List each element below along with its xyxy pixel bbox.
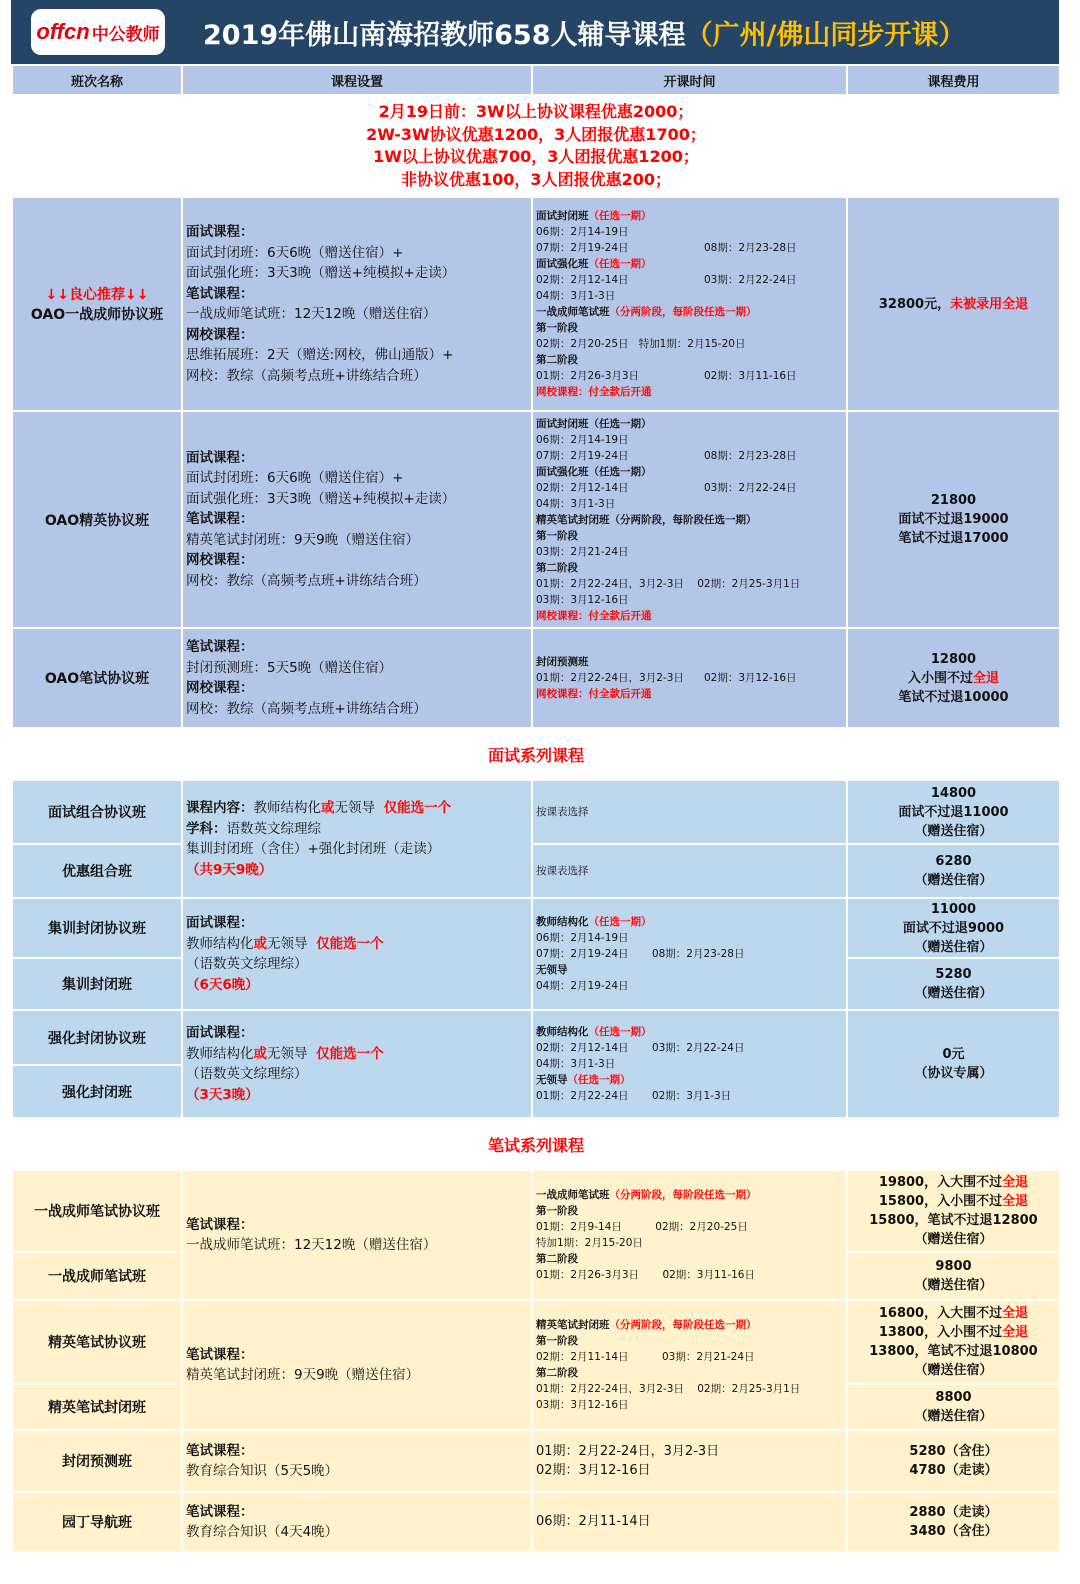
- time-heading-note: （分两阶段，每阶段任选一期）: [609, 1189, 757, 1201]
- time-cell: [532, 1010, 847, 1118]
- course-cell: [182, 898, 532, 1010]
- table-row: [12, 628, 1060, 728]
- promo-text: [12, 95, 1060, 197]
- time-heading: 封闭预测班: [536, 656, 589, 668]
- fee-cell: [847, 1010, 1060, 1118]
- stage-label: 第二阶段: [536, 354, 578, 366]
- course-option: 无领导: [267, 1045, 308, 1062]
- logo-cn: 中公教师: [91, 24, 160, 45]
- fee-note: （赠送住宿）: [914, 873, 993, 888]
- fee-value: 4780（走读）: [909, 1463, 998, 1478]
- time-item: 02期：2月20-25日: [536, 338, 629, 350]
- fee-value: 32800元，: [878, 296, 951, 312]
- col-header-course: 课程设置: [182, 65, 532, 95]
- course-heading: 面试课程：: [186, 915, 254, 931]
- time-cell: [532, 197, 847, 411]
- course-days: （6天6晚）: [186, 976, 259, 993]
- table-row: [12, 1010, 1060, 1065]
- time-item: 07期：2月19-24日: [536, 449, 629, 462]
- col-header-fee: 课程费用: [847, 65, 1060, 95]
- time-heading: [536, 1317, 843, 1333]
- time-line: [536, 576, 843, 592]
- time-item: 02期：2月25-3月1日: [697, 577, 801, 590]
- time-item: 02期：3月11-16日: [704, 370, 797, 382]
- time-line: 04期：3月1-3日: [536, 497, 616, 510]
- section-title-written: 笔试系列课程: [12, 1118, 1060, 1170]
- time-line: 04期：3月1-3日: [536, 1058, 616, 1070]
- fee-note: （赠送住宿）: [914, 1409, 993, 1424]
- fee-value: 9800: [935, 1259, 972, 1274]
- fee-cell: [847, 958, 1060, 1010]
- course-option: 教师结构化: [186, 935, 254, 952]
- time-line: [536, 272, 843, 288]
- title-highlight: （广州/佛山同步开课）: [685, 19, 966, 51]
- time-item: 01期：2月9-14日: [536, 1221, 622, 1233]
- promo-row: [12, 95, 1060, 197]
- fee-refund: 笔试不过退17000: [898, 531, 1009, 546]
- time-cell: 06期：2月11-14日: [532, 1492, 847, 1552]
- course-line: 网校：教综（高频考点班+讲练结合班）: [186, 367, 427, 384]
- time-cell: [532, 898, 847, 1010]
- course-line: [186, 1044, 528, 1065]
- time-heading-text: 面试强化班: [536, 258, 589, 270]
- fee-value: 8800: [935, 1390, 972, 1405]
- time-item: 01期：2月26-3月3日: [536, 370, 640, 382]
- class-name: OAO一战成师协议班: [30, 307, 164, 323]
- time-line: [536, 480, 843, 496]
- fee-refund-full: 全退: [1002, 1306, 1029, 1321]
- course-heading: 笔试课程：: [186, 1442, 254, 1459]
- course-cell: [182, 197, 532, 411]
- course-subjects: （语数英文综理综）: [186, 1066, 308, 1082]
- promo-line: 非协议优惠100，3人团报优惠200；: [401, 169, 671, 189]
- fee-cell: [847, 197, 1060, 411]
- class-name: OAO精英协议班: [12, 411, 182, 628]
- course-heading: 网校课程：: [186, 326, 254, 343]
- class-name: 精英笔试封闭班: [12, 1384, 182, 1430]
- stage-label: 第二阶段: [536, 1253, 578, 1265]
- time-item: 01期：2月26-3月3日: [536, 1269, 640, 1281]
- time-line: [536, 670, 843, 686]
- class-name: 面试组合协议班: [12, 780, 182, 844]
- course-line: 集训封闭班（含住）+强化封闭班（走读）: [186, 841, 441, 857]
- time-heading: 面试封闭班（任选一期）: [536, 417, 652, 430]
- course-cell: [182, 1170, 532, 1300]
- table-row: [12, 1492, 1060, 1552]
- course-line: 教育综合知识（4天4晚）: [186, 1524, 339, 1540]
- time-line: [536, 1088, 843, 1104]
- time-heading-note: （任选一期）: [588, 258, 652, 270]
- time-item: 02期：3月11-16日: [662, 1269, 755, 1281]
- course-heading: 网校课程：: [186, 680, 254, 696]
- time-heading-note: （任选一期）: [588, 916, 652, 928]
- course-label: 课程内容：: [186, 800, 254, 816]
- time-cell: [532, 1430, 847, 1492]
- fee-cell: [847, 844, 1060, 898]
- time-item: 01期：2月22-24日，3月2-3日: [536, 577, 684, 590]
- fee-refund: 19800，入大围不过: [878, 1175, 1003, 1190]
- fee-value: 11000: [930, 901, 977, 917]
- time-line: 06期：2月14-19日: [536, 932, 629, 944]
- time-item: 02期：2月12-14日: [536, 481, 629, 494]
- title-main: 2019年佛山南海招教师658人辅导课程: [203, 19, 686, 51]
- stage-label: 第一阶段: [536, 1335, 578, 1347]
- time-line: 04期：3月1-3日: [536, 290, 616, 302]
- time-line: [536, 368, 843, 384]
- time-line: 03期：2月21-24日: [536, 545, 629, 558]
- time-line: [536, 240, 843, 256]
- fee-cell: [847, 1252, 1060, 1300]
- course-cell: [182, 411, 532, 628]
- fee-note: （协议专属）: [914, 1066, 993, 1081]
- fee-value: 12800: [930, 651, 977, 667]
- course-note: 仅能选一个: [316, 935, 384, 952]
- time-line: [536, 1219, 843, 1235]
- course-line: [186, 798, 528, 819]
- course-days: （共9天9晚）: [186, 861, 273, 878]
- time-heading: [536, 1072, 843, 1088]
- time-cell: 按课表选择: [532, 844, 847, 898]
- time-heading-note: （分两阶段，每阶段任选一期）: [609, 1319, 757, 1331]
- course-option: 无领导: [334, 800, 375, 816]
- time-heading: [536, 1024, 843, 1040]
- course-cell: [182, 780, 532, 898]
- table-row: [12, 844, 1060, 898]
- time-heading: 精英笔试封闭班（分两阶段，每阶段任选一期）: [536, 513, 757, 526]
- fee-refund: 面试不过退19000: [898, 512, 1009, 527]
- class-name: 强化封闭协议班: [12, 1010, 182, 1065]
- time-item: 02期：2月20-25日: [655, 1221, 748, 1233]
- time-item: 03期：2月22-24日: [704, 481, 797, 494]
- stage-label: 第二阶段: [536, 1367, 578, 1379]
- fee-refund: 面试不过退11000: [898, 804, 1009, 820]
- fee-value: 0元: [942, 1047, 965, 1062]
- course-cell: [182, 1300, 532, 1430]
- class-name: 一战成师笔试协议班: [12, 1170, 182, 1252]
- time-heading-note: （任选一期）: [588, 210, 652, 222]
- class-name-cell: [12, 197, 182, 411]
- time-line: 特加1期：2月15-20日: [536, 1237, 643, 1249]
- fee-value: 21800: [930, 493, 977, 508]
- page: [11, 0, 1059, 1553]
- fee-line: [848, 1323, 1059, 1342]
- fee-cell: [847, 1492, 1060, 1552]
- promo-line: 2月19日前：3W以上协议课程优惠2000；: [378, 102, 694, 121]
- section-row: [12, 1118, 1060, 1170]
- time-heading-text: 一战成师笔试班: [536, 306, 610, 318]
- time-line: 03期：3月12-16日: [536, 1399, 629, 1411]
- time-heading-note: （任选一期）: [588, 1026, 652, 1038]
- course-line: 思维拓展班：2天（赠送:网校，佛山通版）+: [186, 347, 454, 363]
- time-heading: [536, 304, 843, 320]
- time-item: 03期：2月22-24日: [704, 274, 797, 286]
- time-line: 02期：3月12-16日: [536, 1463, 651, 1478]
- course-line: 精英笔试封闭班：9天9晚（赠送住宿）: [186, 1367, 420, 1383]
- fee-refund: 15800，笔试不过退12800: [869, 1213, 1038, 1228]
- course-line: 面试封闭班：6天6晚（赠送住宿）+: [186, 470, 404, 487]
- course-line: 一战成师笔试班：12天12晚（赠送住宿）: [186, 1237, 437, 1253]
- net-course-note: 网校课程：付全款后开通: [536, 386, 652, 398]
- class-name: 优惠组合班: [12, 844, 182, 898]
- fee-refund: 笔试不过退10000: [898, 689, 1009, 705]
- fee-cell: [847, 628, 1060, 728]
- fee-note: （赠送住宿）: [914, 1232, 993, 1247]
- course-note: 仅能选一个: [316, 1045, 384, 1062]
- course-line: [186, 819, 528, 840]
- fee-refund: 面试不过退9000: [902, 920, 1005, 936]
- course-line: 面试强化班：3天3晚（赠送+纯模拟+走读）: [186, 265, 456, 281]
- course-or: 或: [321, 800, 335, 816]
- page-title: [203, 13, 965, 52]
- time-item: 01期：2月22-24日，3月2-3日: [536, 1383, 684, 1395]
- table-row: [12, 1300, 1060, 1384]
- table-row: [12, 197, 1060, 411]
- promo-line: 1W以上协议优惠700，3人团报优惠1200；: [373, 147, 699, 166]
- recommend-tag: ↓↓良心推荐↓↓: [45, 287, 149, 303]
- fee-refund: [848, 669, 1059, 688]
- table-row: [12, 1430, 1060, 1492]
- fee-refund-text: 入小围不过: [907, 670, 973, 686]
- time-item: 02期：2月25-3月1日: [697, 1383, 801, 1395]
- time-item: 08期：2月23-28日: [651, 948, 745, 960]
- time-item: 02期：2月11-14日: [536, 1351, 629, 1363]
- class-name: 园丁导航班: [12, 1492, 182, 1552]
- time-line: 06期：2月14-19日: [536, 226, 629, 238]
- course-line: 面试强化班：3天3晚（赠送+纯模拟+走读）: [186, 490, 456, 507]
- time-item: 01期：2月22-24日，3月2-3日: [536, 672, 684, 684]
- logo-text: offcn: [36, 19, 90, 44]
- course-label: 学科：: [186, 820, 227, 837]
- fee-note: （赠送住宿）: [914, 1363, 993, 1378]
- course-line: 面试封闭班：6天6晚（赠送住宿）+: [186, 244, 404, 261]
- fee-note: （赠送住宿）: [914, 986, 993, 1001]
- time-heading-text: 教师结构化: [536, 916, 589, 928]
- time-heading-text: 精英笔试封闭班: [536, 1319, 610, 1331]
- course-cell: [182, 1010, 532, 1118]
- course-heading: 面试课程：: [186, 224, 254, 240]
- table-row: [12, 780, 1060, 844]
- fee-refund: 未被录用全退: [950, 296, 1029, 312]
- fee-refund: 16800，入大围不过: [878, 1306, 1003, 1321]
- stage-label: 第二阶段: [536, 561, 578, 574]
- course-option: 教师结构化: [186, 1045, 254, 1062]
- course-subjects: 语数英文综理综: [226, 820, 321, 837]
- time-heading-text: 教师结构化: [536, 1026, 589, 1038]
- section-title-interview: 面试系列课程: [12, 728, 1060, 780]
- course-line: 一战成师笔试班：12天12晚（赠送住宿）: [186, 306, 437, 322]
- fee-note: （赠送住宿）: [914, 1278, 993, 1293]
- time-line: 01期：2月22-24日，3月2-3日: [536, 1444, 720, 1459]
- time-cell: [532, 1300, 847, 1430]
- course-cell: [182, 1430, 532, 1492]
- time-item: 08期：2月23-28日: [704, 242, 797, 254]
- course-or: 或: [253, 935, 267, 952]
- header-banner: [11, 0, 1059, 64]
- time-heading: [536, 1187, 843, 1203]
- time-cell: [532, 1170, 847, 1300]
- fee-note: （赠送住宿）: [914, 823, 993, 839]
- fee-refund-full: 全退: [1002, 1325, 1029, 1340]
- time-line: 04期：2月19-24日: [536, 980, 629, 992]
- time-item: 07期：2月19-24日: [536, 948, 629, 960]
- fee-refund: 13800，笔试不过退10800: [869, 1344, 1038, 1359]
- table-header-row: [12, 65, 1060, 95]
- stage-label: 第一阶段: [536, 1205, 578, 1217]
- class-name: 强化封闭班: [12, 1065, 182, 1118]
- course-line: [186, 934, 528, 955]
- course-days: （3天3晚）: [186, 1086, 259, 1103]
- course-option: 教师结构化: [253, 800, 321, 816]
- fee-value: 6280: [935, 854, 972, 869]
- class-name: 一战成师笔试班: [12, 1252, 182, 1300]
- table-row: [12, 411, 1060, 628]
- stage-label: 第一阶段: [536, 322, 578, 334]
- time-heading: [536, 208, 843, 224]
- class-name: OAO笔试协议班: [12, 628, 182, 728]
- time-item: 07期：2月19-24日: [536, 242, 629, 254]
- time-line: [536, 1381, 843, 1397]
- section-row: [12, 728, 1060, 780]
- time-line: 06期：2月14-19日: [536, 433, 629, 446]
- fee-value: 14800: [930, 785, 977, 801]
- course-cell: [182, 628, 532, 728]
- net-course-note: 网校课程：付全款后开通: [536, 688, 652, 700]
- course-heading: 面试课程：: [186, 1025, 254, 1041]
- time-heading: [536, 914, 843, 930]
- time-heading: 面试强化班（任选一期）: [536, 465, 652, 478]
- course-heading: 笔试课程：: [186, 1216, 254, 1233]
- fee-cell: [847, 1430, 1060, 1492]
- course-line: 网校：教综（高频考点班+讲练结合班）: [186, 700, 427, 717]
- fee-refund: 15800，入小围不过: [878, 1194, 1003, 1209]
- time-heading: [536, 256, 843, 272]
- fee-refund-full: 全退: [1002, 1175, 1029, 1190]
- class-name: 精英笔试协议班: [12, 1300, 182, 1384]
- time-line: [536, 336, 843, 352]
- course-line: 教育综合知识（5天5晚）: [186, 1463, 339, 1479]
- fee-line: [848, 1192, 1059, 1211]
- time-heading-text: 无领导: [536, 1074, 568, 1086]
- time-cell: 按课表选择: [532, 780, 847, 844]
- time-heading-note: （分两阶段，每阶段任选一期）: [609, 306, 757, 318]
- time-item: 01期：2月22-24日: [536, 1090, 629, 1102]
- time-item: 02期：3月12-16日: [704, 672, 797, 684]
- time-item: 02期：2月12-14日: [536, 274, 629, 286]
- course-option: 无领导: [267, 935, 308, 952]
- fee-value: 5280（含住）: [909, 1444, 998, 1459]
- col-header-time: 开课时间: [532, 65, 847, 95]
- course-heading: 笔试课程：: [186, 1346, 254, 1363]
- course-subjects: （语数英文综理综）: [186, 956, 308, 972]
- course-heading: 笔试课程：: [186, 639, 254, 655]
- course-heading: 网校课程：: [186, 552, 254, 569]
- fee-line: [848, 1304, 1059, 1323]
- fee-refund-full: 全退: [1002, 1194, 1029, 1209]
- course-heading: 笔试课程：: [186, 1503, 254, 1520]
- time-cell: [532, 628, 847, 728]
- time-heading-text: 面试封闭班: [536, 210, 589, 222]
- fee-refund-full: 全退: [973, 670, 1000, 686]
- time-item: 03期：2月21-24日: [661, 1351, 755, 1363]
- table-row: [12, 898, 1060, 958]
- course-line: 网校：教综（高频考点班+讲练结合班）: [186, 572, 427, 589]
- time-item: 03期：2月22-24日: [651, 1042, 745, 1054]
- fee-cell: [847, 1384, 1060, 1430]
- time-item: 02期：2月12-14日: [536, 1042, 629, 1054]
- time-line: 03期：3月12-16日: [536, 593, 629, 606]
- fee-value: 3480（含住）: [909, 1524, 998, 1539]
- fee-cell: [847, 898, 1060, 958]
- class-name: 集训封闭班: [12, 958, 182, 1010]
- course-or: 或: [253, 1045, 267, 1062]
- col-header-name: 班次名称: [12, 65, 182, 95]
- time-heading: 无领导: [536, 964, 568, 976]
- fee-cell: [847, 411, 1060, 628]
- class-name: 封闭预测班: [12, 1430, 182, 1492]
- table-row: [12, 1170, 1060, 1252]
- fee-line: [848, 1173, 1059, 1192]
- stage-label: 第一阶段: [536, 529, 578, 542]
- time-line: [536, 448, 843, 464]
- course-line: 精英笔试封闭班：9天9晚（赠送住宿）: [186, 531, 420, 548]
- offcn-logo: [31, 9, 165, 55]
- time-item: 02期：3月1-3日: [651, 1090, 732, 1102]
- course-heading: 笔试课程：: [186, 511, 254, 528]
- course-cell: [182, 1492, 532, 1552]
- time-line: [536, 1349, 843, 1365]
- time-heading-text: 一战成师笔试班: [536, 1189, 610, 1201]
- time-line: [536, 1267, 843, 1283]
- course-line: 封闭预测班：5天5晚（赠送住宿）: [186, 659, 393, 676]
- fee-cell: [847, 1300, 1060, 1384]
- time-item: 08期：2月23-28日: [704, 449, 797, 462]
- course-table: [11, 64, 1061, 1553]
- time-heading-note: （任选一期）: [567, 1074, 631, 1086]
- fee-value: 2880（走读）: [909, 1505, 998, 1520]
- time-item: 特加1期：2月15-20日: [638, 338, 746, 350]
- fee-cell: [847, 1170, 1060, 1252]
- fee-value: 5280: [935, 967, 972, 982]
- net-course-note: 网校课程：付全款后开通: [536, 609, 652, 622]
- fee-note: （赠送住宿）: [914, 939, 993, 955]
- class-name: 集训封闭协议班: [12, 898, 182, 958]
- course-heading: 面试课程：: [186, 449, 254, 466]
- fee-cell: [847, 780, 1060, 844]
- promo-line: 2W-3W协议优惠1200，3人团报优惠1700；: [366, 124, 706, 144]
- course-note: 仅能选一个: [383, 800, 452, 816]
- course-heading: 笔试课程：: [186, 285, 254, 302]
- time-cell: [532, 411, 847, 628]
- time-line: [536, 946, 843, 962]
- fee-refund: 13800，入小围不过: [878, 1325, 1003, 1340]
- time-line: [536, 1040, 843, 1056]
